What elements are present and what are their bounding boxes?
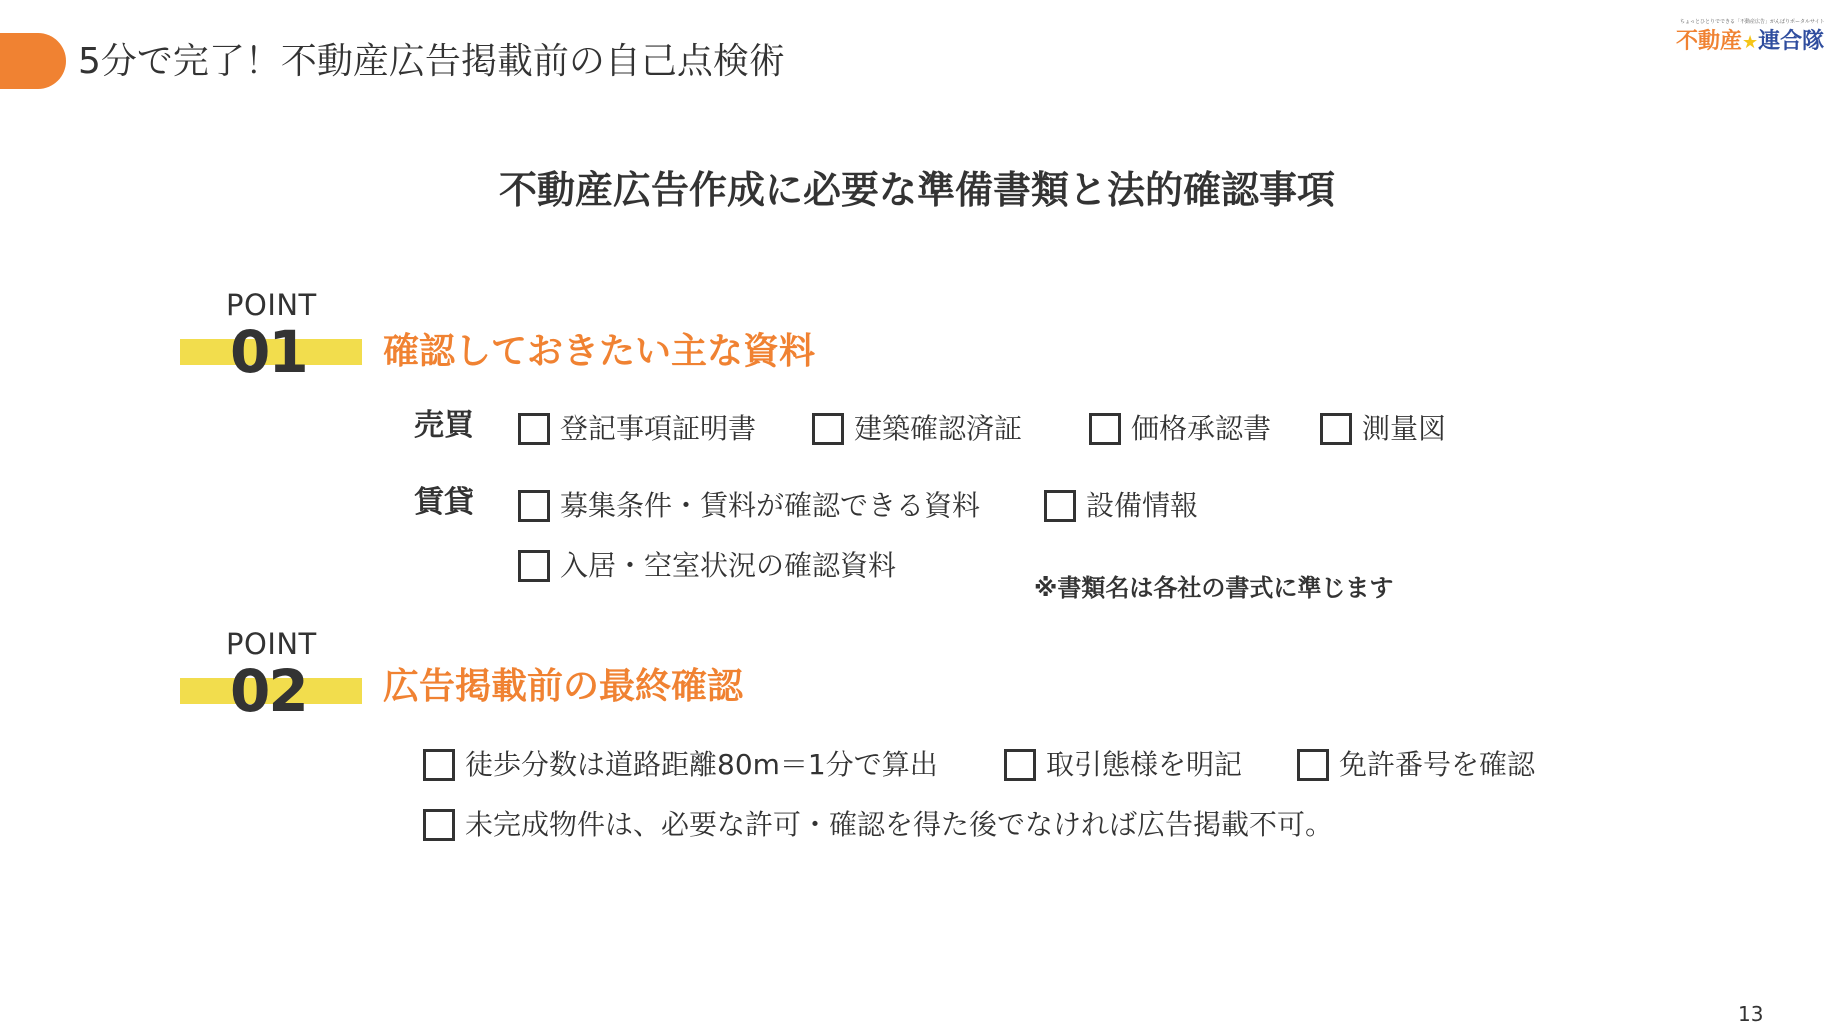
checkbox[interactable] [1297,749,1329,781]
title-accent-tab [0,33,66,89]
checklist-item[interactable] [423,746,938,784]
checklist-item-label: 測量図 [1362,412,1447,445]
point-02-badge [180,627,362,725]
checklist-item[interactable] [518,410,756,448]
checklist-item[interactable] [1089,410,1271,448]
checkbox[interactable] [518,490,550,522]
page-number: 13 [1738,1002,1764,1026]
logo-tagline: ちょっとひとりでできる「不動産広告」がんばりポータルサイト [1680,19,1825,25]
checklist-item[interactable] [1044,487,1198,525]
checklist-item-label: 徒歩分数は道路距離80m＝1分で算出 [465,748,938,781]
checklist-item-label: 未完成物件は、必要な許可・確認を得た後でなければ広告掲載不可。 [465,808,1334,841]
checklist-item[interactable] [423,806,1333,844]
checklist-item[interactable] [518,487,980,525]
logo-name-part1: 不動産 [1676,29,1743,54]
checkbox[interactable] [518,550,550,582]
brand-logo [1664,18,1826,58]
checklist-item-label: 価格承認書 [1131,412,1272,445]
checklist-item-label: 入居・空室状況の確認資料 [560,549,897,582]
point-number: 01 [230,318,307,386]
rent-label: 賃貸 [414,485,474,520]
point-label: POINT [226,288,317,322]
checklist-item[interactable] [812,410,1022,448]
document-name-note: ※書類名は各社の書式に準じます [1034,574,1394,602]
star-icon: ★ [1742,32,1759,53]
checklist-item-label: 建築確認済証 [854,412,1023,445]
point-01-title: 確認しておきたい主な資料 [383,331,816,372]
checkbox[interactable] [423,809,455,841]
checkbox[interactable] [423,749,455,781]
checkbox[interactable] [1089,413,1121,445]
logo-wordmark [1676,28,1824,57]
checklist-item[interactable] [1004,746,1242,784]
checklist-item-label: 取引態様を明記 [1046,748,1243,781]
checkbox[interactable] [1320,413,1352,445]
checklist-item-label: 免許番号を確認 [1339,748,1536,781]
checkbox[interactable] [812,413,844,445]
checklist-item[interactable] [1320,410,1446,448]
point-label: POINT [226,627,317,661]
sale-label: 売買 [414,408,474,443]
section-heading: 不動産広告作成に必要な準備書類と法的確認事項 [498,168,1335,212]
point-02-title: 広告掲載前の最終確認 [383,666,744,707]
checkbox[interactable] [1004,749,1036,781]
checklist-item[interactable] [518,547,896,585]
checklist-item-label: 募集条件・賃料が確認できる資料 [560,489,981,522]
page-title: 5分で完了！不動産広告掲載前の自己点検術 [78,41,785,82]
checklist-item[interactable] [1297,746,1535,784]
checklist-item-label: 登記事項証明書 [560,412,757,445]
checkbox[interactable] [1044,490,1076,522]
point-01-badge [180,288,362,386]
checkbox[interactable] [518,413,550,445]
point-number: 02 [230,657,307,725]
logo-name-part2: 連合隊 [1758,29,1825,54]
checklist-item-label: 設備情報 [1086,489,1199,522]
